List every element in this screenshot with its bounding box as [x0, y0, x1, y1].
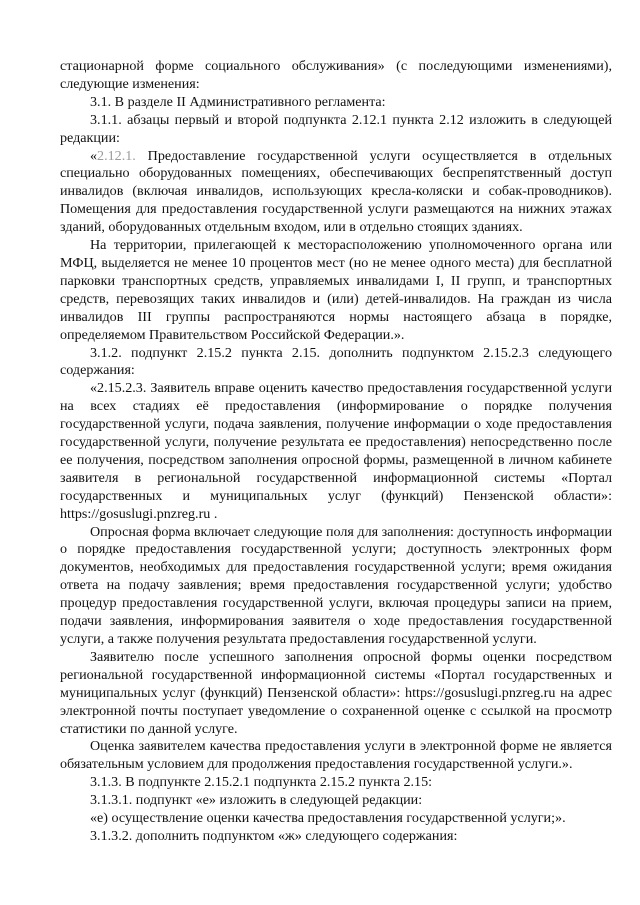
quote-open: « [90, 147, 98, 164]
paragraph-14: 3.1.3.2. дополнить подпунктом «ж» следующего содержания: [90, 827, 458, 844]
paragraph-8: Опросная форма включает следующие поля для заполнения: доступность информации о порядке предоставления государственной услуги; доступность электронных форм документов, необходимых для предоставления государственной услуги; время ожидания ответа на подачу заявления; время предоставления государственной услуги; удобство процедур предоставления государственной услуги, включая процедуры записи на прием, подачи заявления, информирования заявителя о ходе предоставления государственной услуги, а также получения результата предоставления государственной услуги. [60, 523, 612, 647]
paragraph-1: стационарной форме социального обслуживания» (с последующими изменениями), следующие изменения: [60, 58, 612, 92]
paragraph-9: Заявителю после успешного заполнения опросной формы оценки посредством региональной государственной информационной системы «Портал государственных и муниципальных услуг (функций) Пензенской области»: https://gosuslugi.pnzreg.ru на адрес электронной почты поступает уведомление о сохраненной оценке с ссылкой на просмотр статистики по данной услуге. [60, 648, 612, 737]
faded-clause-number: 2.12.1. [97, 147, 136, 164]
paragraph-13: «е) осуществление оценки качества предоставления государственной услуги;». [90, 810, 566, 827]
paragraph-12: 3.1.3.1. подпункт «е» изложить в следующей редакции: [90, 792, 423, 809]
paragraph-3: 3.1.1. абзацы первый и второй подпункта 2.12.1 пункта 2.12 изложить в следующей редакции: [60, 111, 612, 146]
paragraph-6: 3.1.2. подпункт 2.15.2 пункта 2.15. дополнить подпунктом 2.15.2.3 следующего содержания: [60, 344, 612, 379]
paragraph-10: Оценка заявителем качества предоставления услуги в электронной форме не является обязательным условием для продолжения предоставления государственной услуги.». [60, 738, 612, 773]
paragraph-5: На территории, прилегающей к месторасположению уполномоченного органа или МФЦ, выделяется не менее 10 процентов мест (но не менее одного места) для бесплатной парковки транспортных средств, управляемых инвалидами I, II групп, и транспортных средств, перевозящих таких инвалидов и (или) детей-инвалидов. На граждан из числа инвалидов III группы распространяются нормы настоящего абзаца в порядке, определяемом Правительством Российской Федерации.». [60, 237, 612, 343]
paragraph-2: 3.1. В разделе II Административного регламента: [90, 93, 386, 110]
paragraph-4-body: Предоставление государственной услуги осуществляется в отдельных специально оборудованных помещениях, обеспечивающих беспрепятственный доступ инвалидов (включая инвалидов, использующих кресла-коляски и собак-проводников). Помещения для предоставления государственной услуги размещаются на нижних этажах зданий, оборудованных отдельным входом, или в отдельно стоящих зданиях. [60, 147, 612, 236]
paragraph-4 [60, 148, 612, 238]
paragraph-11: 3.1.3. В подпункте 2.15.2.1 подпункта 2.15.2 пункта 2.15: [90, 774, 433, 791]
paragraph-7: «2.15.2.3. Заявитель вправе оценить качество предоставления государственной услуги на всех стадиях её предоставления (информирование о порядке получения государственной услуги, подача заявления, получение информации о ходе предоставления государственной услуги, получение результата ее предоставления) непосредственно после ее получения, посредством заполнения опросной формы, размещенной в личном кабинете заявителя в региональной государственной информационной системы «Портал государственных и муниципальных услуг (функций) Пензенской области»: https://gosuslugi.pnzreg.ru . [60, 380, 612, 522]
